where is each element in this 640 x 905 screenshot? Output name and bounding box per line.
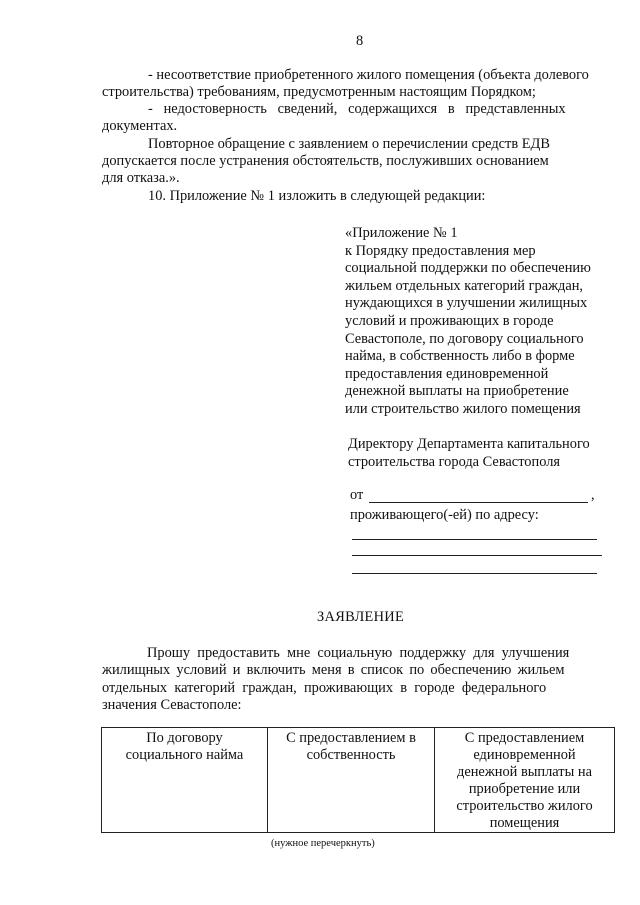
appendix-line: к Порядку предоставления мер xyxy=(345,242,536,259)
appendix-line: денежной выплаты на приобретение xyxy=(345,383,569,400)
option-lump-sum-payment[interactable]: С предоставлением единовременной денежной выплаты на приобретение или строительство жилого помещения xyxy=(435,728,615,833)
strike-note: (нужное перечеркнуть) xyxy=(271,838,375,849)
from-comma: , xyxy=(591,487,595,503)
statement-line-1: Прошу предоставить мне социальную поддержку для улучшения xyxy=(147,645,570,661)
appendix-line: жильем отдельных категорий граждан, xyxy=(345,277,584,294)
option-ownership[interactable]: С предоставлением в собственность xyxy=(268,728,435,833)
bullet-unreliable-line-2: документах. xyxy=(102,118,178,134)
appendix-line: нуждающихся в улучшении жилищных xyxy=(345,295,588,312)
statement-line-2: жилищных условий и включить меня в список по обеспечению жильем xyxy=(102,662,565,678)
bullet-mismatch-line-2: строительства) требованиям, предусмотренным настоящим Порядком; xyxy=(102,84,536,100)
appendix-line: или строительство жилого помещения xyxy=(345,400,581,417)
appendix-line: предоставления единовременной xyxy=(345,365,549,382)
appendix-line: найма, в собственность либо в форме xyxy=(345,348,575,365)
repeat-request-line-2: допускается после устранения обстоятельств, послуживших основанием xyxy=(102,153,549,169)
bullet-unreliable-line-1: - недостоверность сведений, содержащихся в представленных xyxy=(148,101,566,117)
appendix-line: Севастополе, по договору социального xyxy=(345,330,584,347)
repeat-request-line-3: для отказа.». xyxy=(102,170,180,186)
repeat-request-line-1: Повторное обращение с заявлением о перечислении средств ЕДВ xyxy=(148,136,550,152)
statement-line-3: отдельных категорий граждан, проживающих в городе федерального xyxy=(102,680,547,696)
support-options-table xyxy=(101,727,615,833)
from-label: от xyxy=(350,487,364,503)
option-social-rent[interactable]: По договору социального найма xyxy=(102,728,268,833)
address-label: проживающего(-ей) по адресу: xyxy=(350,507,539,523)
appendix-header xyxy=(345,225,591,419)
page-number: 8 xyxy=(356,33,364,49)
addressee xyxy=(348,436,590,471)
addressee-line: строительства города Севастополя xyxy=(348,453,560,470)
appendix-line: социальной поддержки по обеспечению xyxy=(345,260,591,277)
addressee-line: Директору Департамента капитального xyxy=(348,436,590,452)
statement-title: ЗАЯВЛЕНИЕ xyxy=(317,609,405,625)
bullet-mismatch-line-1: - несоответствие приобретенного жилого помещения (объекта долевого xyxy=(148,67,589,83)
address-line-2[interactable] xyxy=(352,555,602,556)
from-name-line[interactable] xyxy=(369,502,588,503)
statement-line-4: значения Севастополе: xyxy=(102,697,242,713)
appendix-line: «Приложение № 1 xyxy=(345,225,458,241)
address-line-3[interactable] xyxy=(352,573,597,574)
appendix-line: условий и проживающих в городе xyxy=(345,312,554,329)
address-line-1[interactable] xyxy=(352,539,597,540)
item-10: 10. Приложение № 1 изложить в следующей редакции: xyxy=(148,188,486,204)
